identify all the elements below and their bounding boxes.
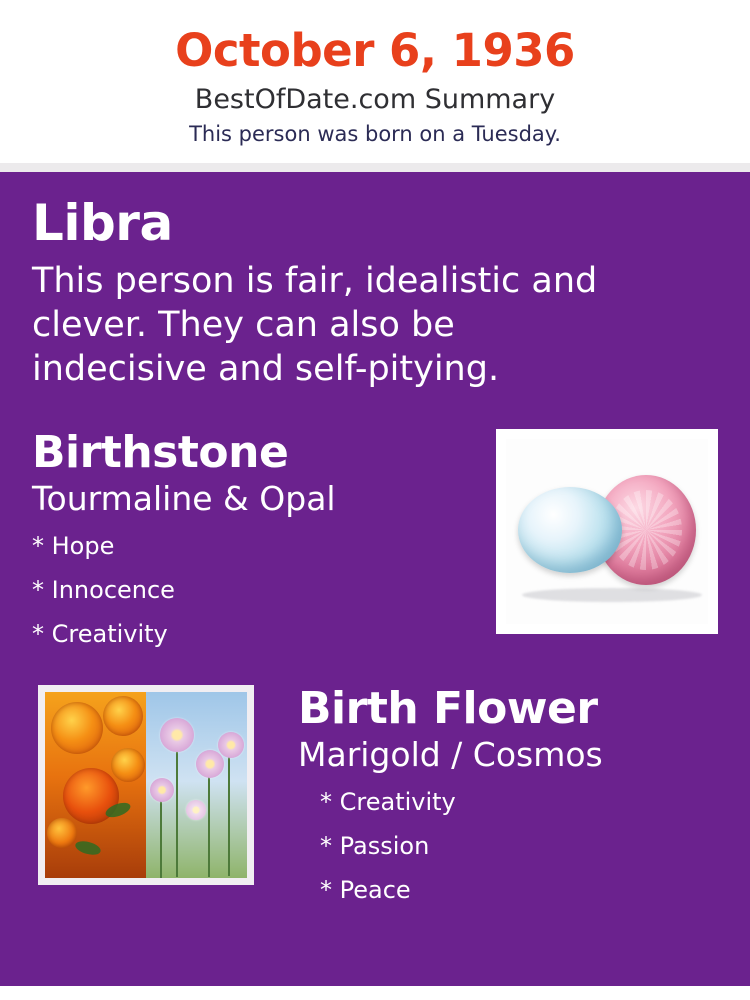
birth-flower-section	[32, 685, 718, 915]
birth-flower-trait: * Peace	[320, 875, 411, 904]
birthstone-text	[32, 429, 462, 649]
zodiac-sign-name: Libra	[32, 193, 173, 252]
birthstone-image	[496, 429, 718, 634]
birth-flower-title: Birth Flower	[298, 683, 598, 735]
cosmos-bloom-icon	[218, 732, 244, 758]
zodiac-section	[32, 193, 718, 391]
stem-icon	[228, 744, 230, 876]
birthstone-names: Tourmaline & Opal	[32, 478, 336, 518]
birth-flower-trait: * Creativity	[320, 788, 456, 817]
marigold-photo	[45, 692, 146, 878]
birth-weekday-note: This person was born on a Tuesday.	[189, 122, 561, 147]
marigold-bloom-icon	[47, 818, 77, 848]
birthstone-illustration	[506, 439, 708, 624]
birthstone-section	[32, 429, 718, 659]
cosmos-bloom-icon	[186, 800, 206, 820]
stem-icon	[176, 732, 178, 877]
birthstone-trait: * Hope	[32, 532, 115, 561]
page-title: October 6, 1936	[175, 24, 575, 77]
marigold-bloom-icon	[111, 748, 145, 782]
birth-flower-trait: * Passion	[320, 831, 430, 860]
birth-flower-names: Marigold / Cosmos	[298, 734, 603, 774]
marigold-bloom-icon	[51, 702, 103, 754]
birthstone-trait: * Innocence	[32, 575, 175, 604]
stem-icon	[208, 762, 210, 877]
birth-flower-image	[38, 685, 254, 885]
cosmos-bloom-icon	[150, 778, 174, 802]
header-divider	[0, 163, 750, 172]
cosmos-photo	[146, 692, 247, 878]
birth-flower-text	[298, 685, 718, 905]
site-summary-label: BestOfDate.com Summary	[194, 84, 556, 116]
card-header	[0, 0, 750, 163]
birthstone-title: Birthstone	[32, 427, 289, 479]
birth-flower-illustration	[45, 692, 247, 878]
zodiac-description: This person is fair, idealistic and clever. They can also be indecisive and self-pitying.	[32, 260, 598, 389]
card-body	[0, 172, 750, 986]
opal-gem-icon	[518, 487, 622, 573]
cosmos-bloom-icon	[196, 750, 224, 778]
gem-shadow	[522, 588, 702, 602]
cosmos-bloom-icon	[160, 718, 194, 752]
marigold-bloom-icon	[103, 696, 143, 736]
leaf-icon	[74, 839, 102, 857]
birthstone-trait: * Creativity	[32, 619, 168, 648]
